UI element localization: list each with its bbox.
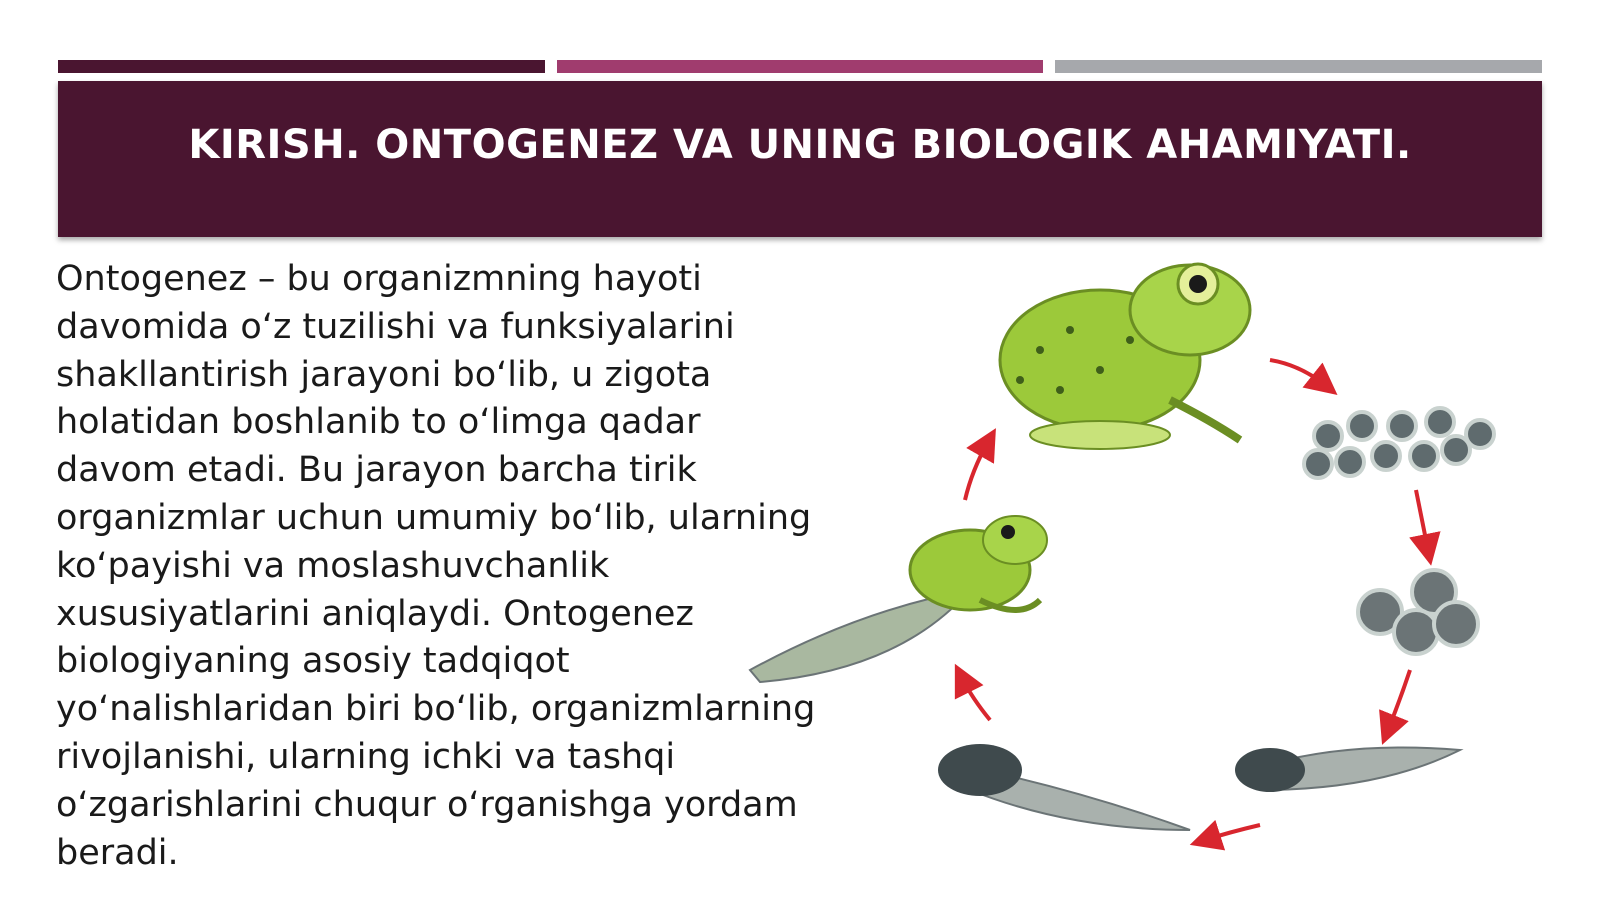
frog-eggs-icon <box>1304 408 1494 478</box>
froglet-icon <box>750 516 1047 682</box>
accent-bar-2 <box>557 60 1043 73</box>
accent-bar-3 <box>1055 60 1542 73</box>
frog-embryos-icon <box>1358 570 1478 654</box>
slide-title: KIRISH. ONTOGENEZ VA UNING BIOLOGIK AHAMIYATI. <box>188 122 1412 168</box>
accent-bar-1 <box>58 60 545 73</box>
tadpole-with-legs-icon <box>938 744 1190 830</box>
title-banner <box>58 81 1542 237</box>
slide-body-text: Ontogenez – bu organizmning hayoti davomida oʻz tuzilishi va funksiyalarini shakllantirish jarayoni boʻlib, u zigota holatidan boshlanib to oʻlimga qadar davom etadi. Bu jarayon barcha tirik organizmlar uchun umumiy boʻlib, ularning koʻpayishi va moslashuvchanlik xususiyatlarini aniqlaydi. Ontogenez biologiyaning asosiy tadqiqot yoʻnalishlaridan biri boʻlib, organizmlarning rivojlanishi, ularning ichki va tashqi oʻzgarishlarini chuqur oʻrganishga yordam beradi. <box>56 259 816 873</box>
tadpole-icon <box>1235 748 1460 793</box>
frog-life-cycle-illustration <box>740 250 1540 890</box>
adult-frog-icon <box>1000 264 1250 449</box>
